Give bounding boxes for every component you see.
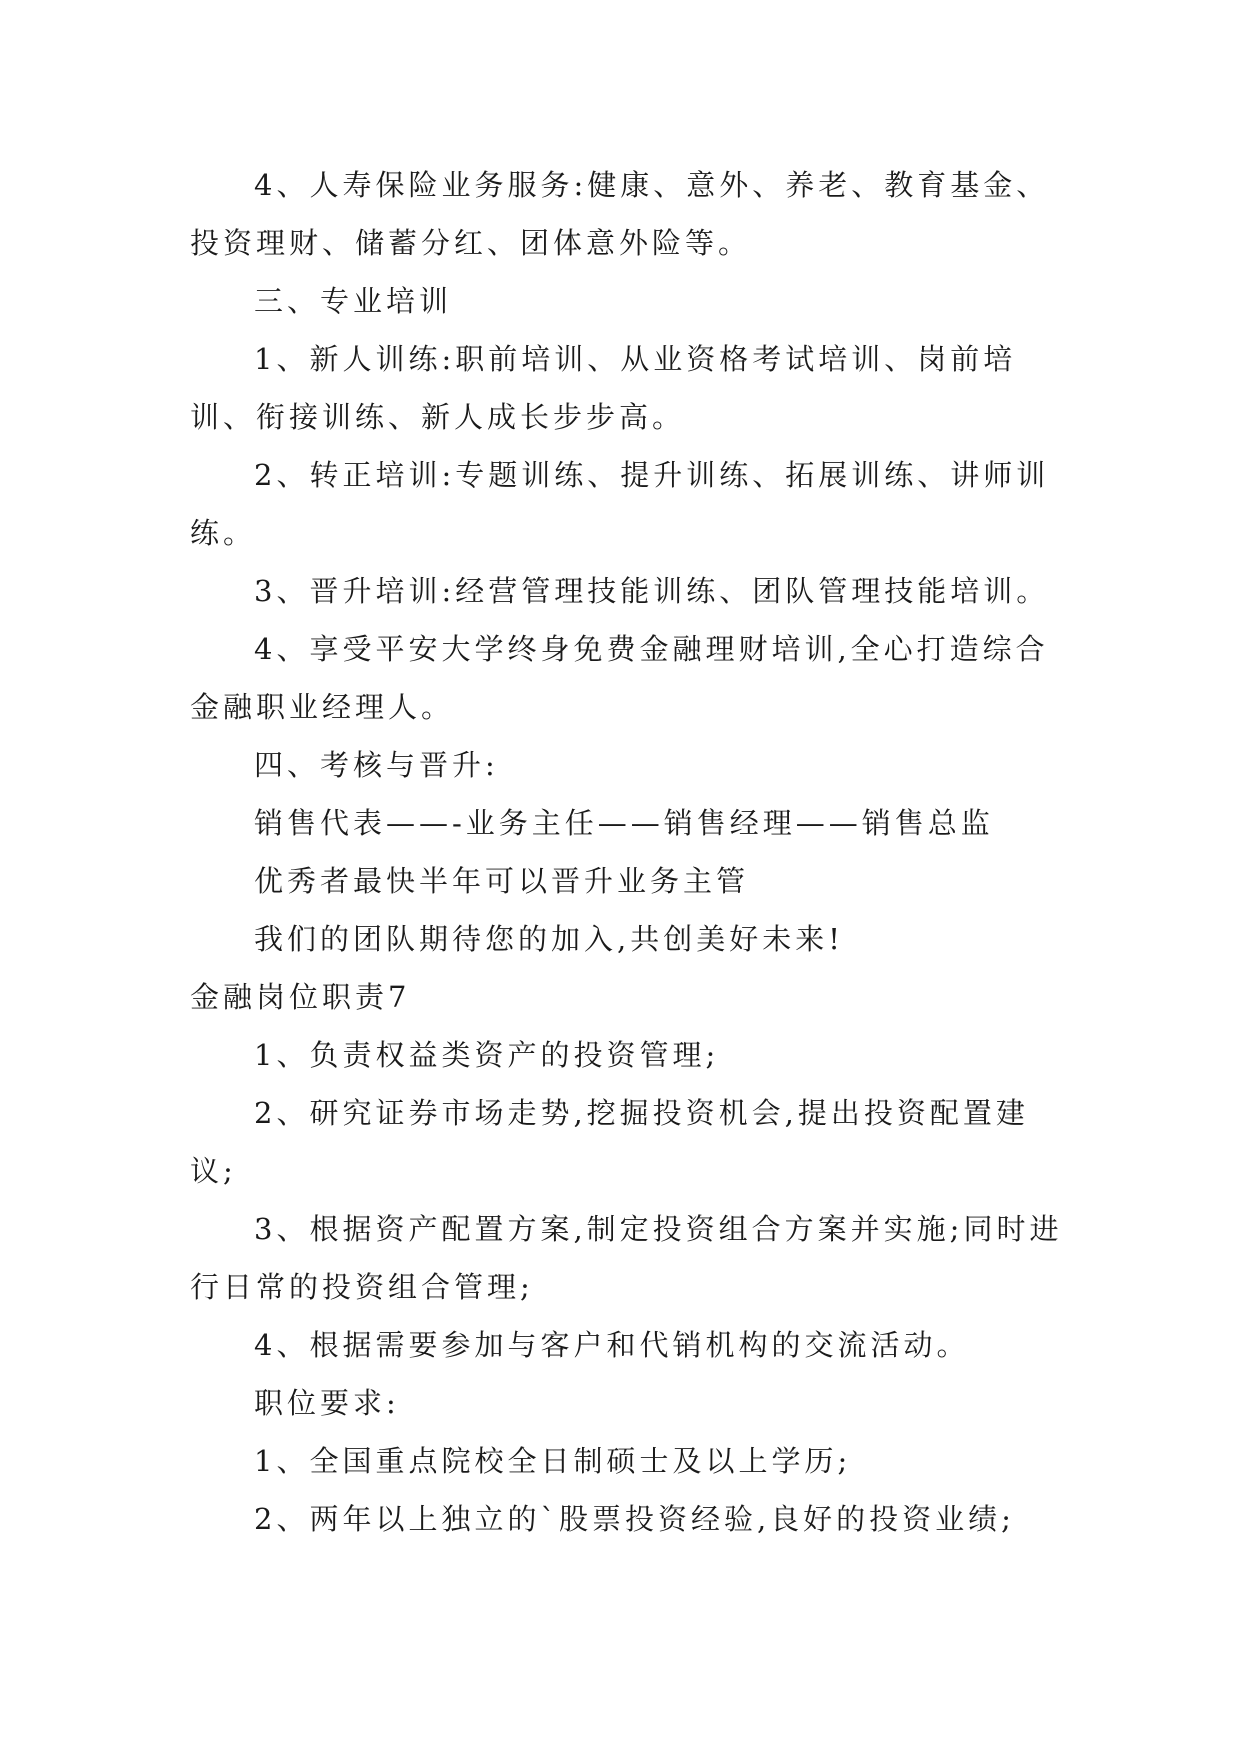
- paragraph: 3、根据资产配置方案,制定投资组合方案并实施;同时进行日常的投资组合管理;: [190, 1212, 1063, 1304]
- paragraph: 2、两年以上独立的`股票投资经验,良好的投资业绩;: [254, 1502, 1015, 1536]
- paragraph: 4、人寿保险业务服务:健康、意外、养老、教育基金、投资理财、储蓄分红、团体意外险等。: [190, 168, 1050, 260]
- paragraph: 4、根据需要参加与客户和代销机构的交流活动。: [254, 1328, 970, 1362]
- document-section-title: 金融岗位职责7: [190, 980, 411, 1014]
- section-heading: 职位要求:: [254, 1386, 400, 1420]
- paragraph: 3、晋升培训:经营管理技能训练、团队管理技能培训。: [254, 574, 1050, 608]
- paragraph: 1、负责权益类资产的投资管理;: [254, 1038, 720, 1072]
- paragraph: 2、研究证券市场走势,挖掘投资机会,提出投资配置建议;: [190, 1096, 1029, 1188]
- document-body: [190, 156, 1070, 1548]
- paragraph: 我们的团队期待您的加入,共创美好未来!: [254, 922, 844, 956]
- section-heading: 四、考核与晋升:: [254, 748, 499, 782]
- section-heading: 三、专业培训: [254, 284, 453, 318]
- paragraph: 1、全国重点院校全日制硕士及以上学历;: [254, 1444, 852, 1478]
- paragraph: 销售代表——-业务主任——销售经理——销售总监: [254, 806, 994, 840]
- paragraph: 4、享受平安大学终身免费金融理财培训,全心打造综合金融职业经理人。: [190, 632, 1049, 724]
- paragraph: 优秀者最快半年可以晋升业务主管: [254, 864, 750, 898]
- paragraph: 1、新人训练:职前培训、从业资格考试培训、岗前培训、衔接训练、新人成长步步高。: [190, 342, 1017, 434]
- paragraph: 2、转正培训:专题训练、提升训练、拓展训练、讲师训练。: [190, 458, 1050, 550]
